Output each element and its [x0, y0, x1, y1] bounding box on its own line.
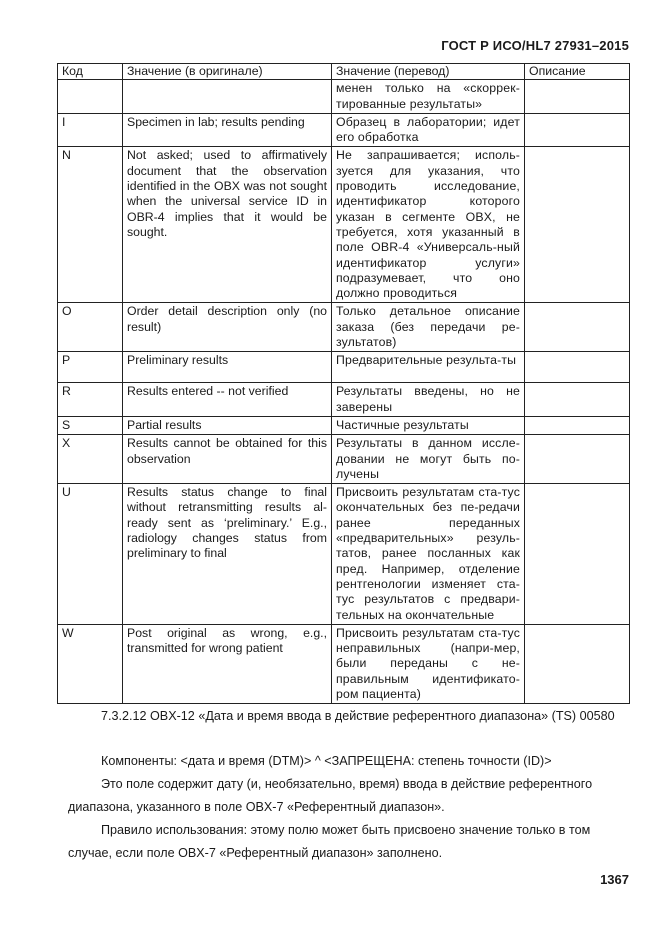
cell-description	[525, 303, 630, 352]
cell-description	[525, 416, 630, 434]
document-header: ГОСТ Р ИСО/HL7 27931–2015	[441, 38, 629, 53]
cell-description	[525, 484, 630, 625]
page-number: 1367	[600, 872, 629, 887]
cell-meaning: Preliminary results	[123, 352, 332, 383]
cell-code: X	[58, 435, 123, 484]
cell-meaning: Post original as wrong, e.g., transmitted for wrong patient	[123, 624, 332, 703]
code-table	[57, 63, 630, 704]
cell-code: I	[58, 113, 123, 147]
table-row	[58, 383, 630, 417]
cell-code: W	[58, 624, 123, 703]
section-heading-paragraph: 7.3.2.12 OBX-12 «Дата и время ввода в действие референтного диапазона» (TS) 00580	[101, 709, 615, 723]
cell-translation: менен только на «скоррек-тированные результаты»	[332, 80, 525, 114]
cell-code: P	[58, 352, 123, 383]
description-paragraph: Это поле содержит дату (и, необязательно, время) ввода в действие референтного диапазона, указанного в поле OBX-7 «Референтный диапазон».	[68, 777, 593, 814]
cell-translation: Не запрашивается; исполь-зуется для указания, что проводить исследование, идентификатор которого указан в сегменте OBX, не требуется, хотя указанный в поле OBR-4 «Универсаль-ный идентификатор услуги» подразумевает, что оно должно проводиться	[332, 147, 525, 303]
column-header-translation: Значение (перевод)	[332, 64, 525, 80]
cell-description	[525, 383, 630, 417]
cell-meaning: Results cannot be obtained for this observation	[123, 435, 332, 484]
cell-meaning: Results status change to final without retransmitting results al-ready sent as ‘preliminary.’ E.g., radiology changes status from preliminary to final	[123, 484, 332, 625]
table-row	[58, 147, 630, 303]
cell-meaning: Specimen in lab; results pending	[123, 113, 332, 147]
usage-rule-paragraph: Правило использования: этому полю может быть присвоено значение только в том случае, если поле OBX-7 «Референтный диапазон» заполнено.	[68, 823, 591, 860]
cell-code: S	[58, 416, 123, 434]
table-row	[58, 303, 630, 352]
cell-description	[525, 624, 630, 703]
table-row	[58, 624, 630, 703]
cell-translation: Результаты введены, но не заверены	[332, 383, 525, 417]
table-row	[58, 416, 630, 434]
table-row	[58, 435, 630, 484]
table-row	[58, 113, 630, 147]
cell-code: R	[58, 383, 123, 417]
cell-translation: Присвоить результатам ста-тус окончательных без пе-редачи ранее переданных «предварительных» резуль-татов, ранее посланных как пред. Например, отделение рентгенологии изменяет ста-тус результатов с предвари-тельных на окончательные	[332, 484, 525, 625]
cell-code: O	[58, 303, 123, 352]
cell-meaning: Results entered -- not verified	[123, 383, 332, 417]
cell-translation: Предварительные результа-ты	[332, 352, 525, 383]
cell-translation: Образец в лаборатории; идет его обработка	[332, 113, 525, 147]
cell-description	[525, 113, 630, 147]
cell-translation: Частичные результаты	[332, 416, 525, 434]
column-header-code: Код	[58, 64, 123, 80]
cell-description	[525, 147, 630, 303]
cell-translation: Результаты в данном иссле-довании не могут быть по-лучены	[332, 435, 525, 484]
table-row	[58, 352, 630, 383]
cell-code: N	[58, 147, 123, 303]
cell-meaning: Partial results	[123, 416, 332, 434]
cell-meaning: Order detail description only (no result)	[123, 303, 332, 352]
cell-description	[525, 435, 630, 484]
cell-description	[525, 80, 630, 114]
cell-translation: Присвоить результатам ста-тус неправильных (напри-мер, были переданы с не-правильным идентификато-ром пациента)	[332, 624, 525, 703]
table-row	[58, 484, 630, 625]
table-row	[58, 80, 630, 114]
column-header-description: Описание	[525, 64, 630, 80]
cell-meaning	[123, 80, 332, 114]
cell-description	[525, 352, 630, 383]
cell-translation: Только детальное описание заказа (без передачи ре-зультатов)	[332, 303, 525, 352]
column-header-meaning: Значение (в оригинале)	[123, 64, 332, 80]
table-header-row	[58, 64, 630, 80]
cell-meaning: Not asked; used to affirmatively document that the observation identified in the OBX was not sought when the universal service ID in OBR-4 implies that it would be sought.	[123, 147, 332, 303]
components-paragraph: Компоненты: <дата и время (DTM)> ^ <ЗАПРЕЩЕНА: степень точности (ID)>	[101, 754, 552, 768]
cell-code: U	[58, 484, 123, 625]
cell-code	[58, 80, 123, 114]
